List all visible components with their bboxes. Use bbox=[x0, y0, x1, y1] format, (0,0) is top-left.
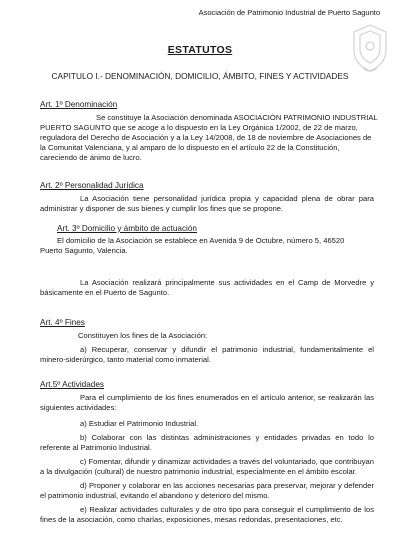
art4-item-a: a) Recuperar, conservar y difundir el patrimonio industrial, fundamentalmente el minero-siderúrgico, tanto material como inmaterial. bbox=[40, 345, 374, 364]
art1-line-5: careciendo de ánimo de lucro. bbox=[40, 153, 142, 162]
art5-item-e: e) Realizar actividades culturales y de otro tipo para conseguir el cumplimiento de los fines de la asociación, como charlas, exposiciones, mesas redondas, presentaciones, etc. bbox=[40, 505, 374, 524]
art5-item-a: a) Estudiar el Patrimonio Industrial. bbox=[80, 419, 199, 428]
art3-text-2: La Asociación realizará principalmente sus actividades en el Camp de Morvedre y básicamente en el Puerto de Sagunto. bbox=[40, 278, 374, 297]
art2-heading: Art. 2º Personalidad Jurídica bbox=[40, 181, 144, 190]
art1-line-3: reguladora del Derecho de Asociación y a la Ley 14/2008, de 18 de noviembre de Asociaciones de bbox=[40, 133, 372, 142]
art1-line-1: Se constituye la Asociación denominada ASOCIACIÓN PATRIMONIO INDUSTRIAL bbox=[96, 113, 378, 122]
art4-heading: Art. 4º Fines bbox=[40, 318, 85, 327]
art1-heading: Art. 1º Denominación bbox=[40, 100, 118, 109]
art5-item-b: b) Colaborar con las distintas administraciones y entidades privadas en todo lo referente al Patrimonio Industrial. bbox=[40, 433, 374, 452]
art2-text: La Asociación tiene personalidad jurídica propia y capacidad plena de obrar para administrar y disponer de sus bienes y cumplir los fines que se propone. bbox=[40, 194, 374, 213]
art3-line-1: El domicilio de la Asociación se establece en Avenida 9 de Octubre, número 5, 46520 bbox=[57, 236, 345, 245]
art3-heading: Art. 3º Domicilio y ámbito de actuación bbox=[57, 224, 197, 233]
art5-intro: Para el cumplimiento de los fines enumerados en el artículo anterior, se realizarán las siguientes actividades: bbox=[40, 393, 374, 412]
document-title: ESTATUTOS bbox=[167, 44, 233, 56]
art4-intro: Constituyen los fines de la Asociación: bbox=[78, 331, 208, 340]
art5-item-c: c) Fomentar, difundir y dinamizar actividades a través del voluntariado, que contribuyan a la divulgación (cultural) de nuestro patrimonio industrial, especialmente en el ámbito escolar. bbox=[40, 457, 374, 476]
art3-line-2: Puerto Sagunto, Valencia. bbox=[40, 246, 128, 255]
art5-heading: Art.5º Actividades bbox=[40, 380, 104, 389]
art1-line-4: la Comunitat Valenciana, y al amparo de lo dispuesto en el artículo 22 de la Constitución, bbox=[40, 143, 340, 152]
art1-line-2: PUERTO SAGUNTO que se acoge a lo dispuesto en la Ley Orgánica 1/2002, de 22 de marzo, bbox=[40, 123, 358, 132]
chapter-heading: CAPITULO I.- DENOMINACIÓN, DOMICILIO, ÁMBITO, FINES Y ACTIVIDADES bbox=[51, 71, 349, 81]
header-org-name: Asociación de Patrimonio Industrial de Puerto Sagunto bbox=[198, 8, 380, 17]
art5-item-d: d) Proponer y colaborar en las acciones necesarias para preservar, mejorar y defender el patrimonio industrial, evitando el abandono y deterioro del mismo. bbox=[40, 481, 374, 500]
